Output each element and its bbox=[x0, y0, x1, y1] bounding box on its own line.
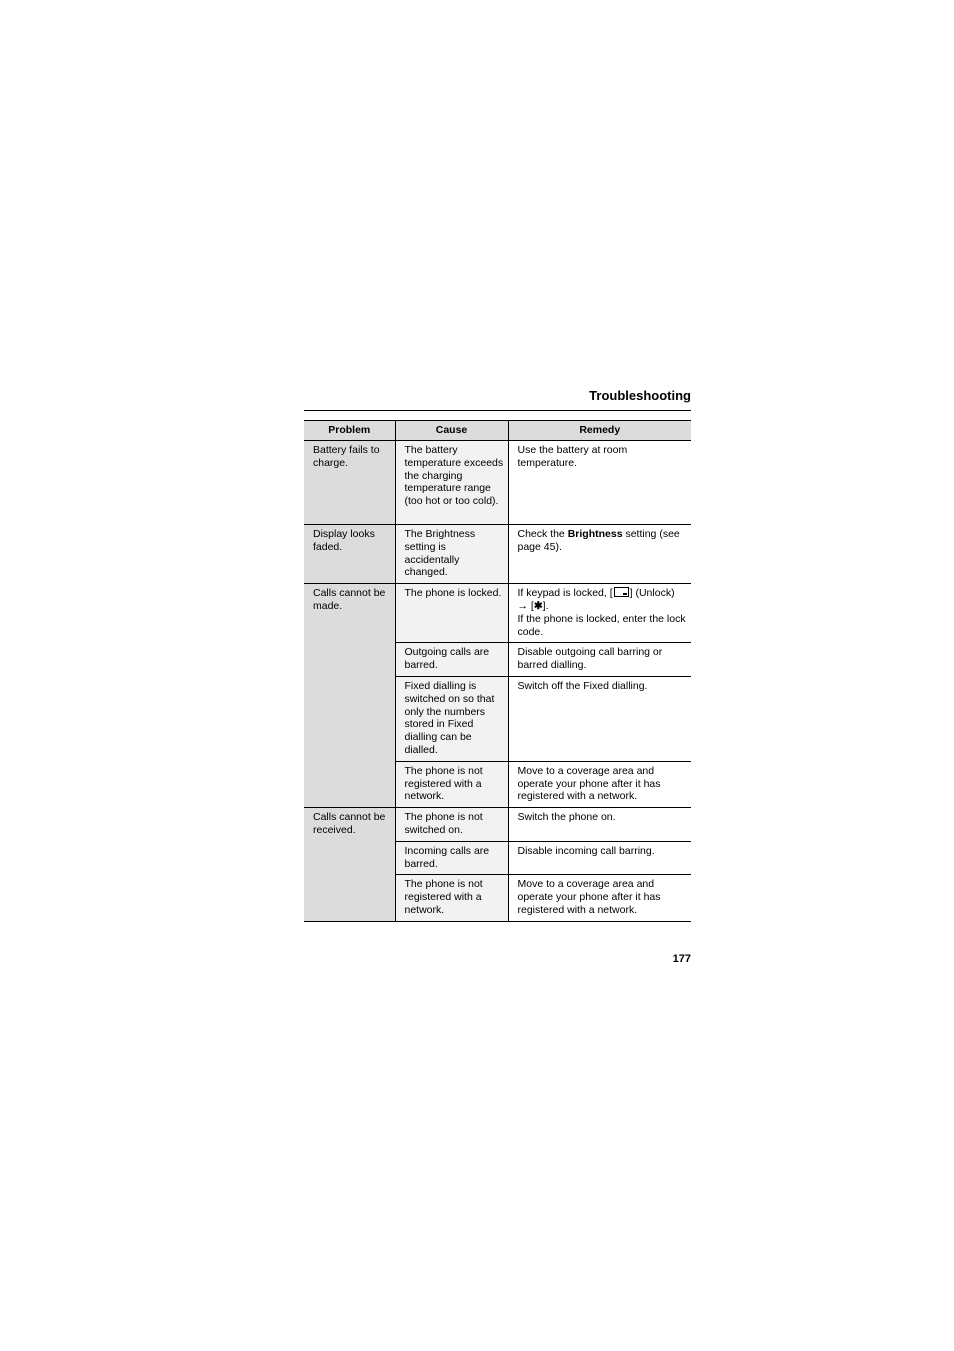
cause-cell: The battery temperature exceeds the charging temperature range (too hot or too cold). bbox=[395, 441, 508, 525]
cause-cell: Outgoing calls are barred. bbox=[395, 643, 508, 677]
table-row bbox=[304, 441, 691, 525]
remedy-cell: Use the battery at room temperature. bbox=[508, 441, 691, 525]
column-header-problem: Problem bbox=[304, 421, 395, 441]
remedy-text: Check the bbox=[517, 528, 568, 540]
problem-cell: Battery fails to charge. bbox=[304, 441, 395, 525]
remedy-text: setting (see page 45). bbox=[517, 528, 680, 553]
remedy-text: If keypad is locked, [ bbox=[517, 587, 613, 600]
cause-cell: The Brightness setting is accidentally changed. bbox=[395, 525, 508, 584]
cause-cell: The phone is locked. bbox=[395, 584, 508, 643]
star-key-icon: ✱ bbox=[533, 599, 543, 612]
remedy-cell: Disable outgoing call barring or barred dialling. bbox=[508, 643, 691, 677]
arrow-text: → [ bbox=[517, 599, 534, 612]
column-header-cause: Cause bbox=[395, 421, 508, 441]
remedy-cell: Switch the phone on. bbox=[508, 808, 691, 842]
remedy-text: ] (Unlock) bbox=[629, 587, 675, 600]
remedy-cell bbox=[508, 525, 691, 584]
cause-cell: The phone is not switched on. bbox=[395, 808, 508, 842]
cause-cell: Incoming calls are barred. bbox=[395, 841, 508, 875]
remedy-cell: Switch off the Fixed dialling. bbox=[508, 676, 691, 761]
remedy-cell bbox=[508, 584, 691, 643]
table-row bbox=[304, 584, 691, 643]
remedy-cell: Move to a coverage area and operate your phone after it has registered with a network. bbox=[508, 761, 691, 807]
table-row bbox=[304, 525, 691, 584]
remedy-text: If the phone is locked, enter the lock code. bbox=[517, 612, 686, 638]
remedy-text: ]. bbox=[542, 599, 549, 612]
brightness-term: Brightness bbox=[567, 528, 623, 540]
soft-key-icon bbox=[614, 587, 629, 597]
remedy-cell: Move to a coverage area and operate your phone after it has registered with a network. bbox=[508, 875, 691, 921]
problem-cell: Calls cannot be made. bbox=[304, 584, 395, 808]
cause-cell: Fixed dialling is switched on so that only the numbers stored in Fixed dialling can be dialled. bbox=[395, 676, 508, 761]
cause-cell: The phone is not registered with a network. bbox=[395, 761, 508, 807]
section-title: Troubleshooting bbox=[589, 388, 691, 403]
title-rule bbox=[304, 410, 691, 411]
table-header-row bbox=[304, 421, 691, 441]
remedy-cell: Disable incoming call barring. bbox=[508, 841, 691, 875]
page-number: 177 bbox=[672, 953, 691, 965]
table-row bbox=[304, 808, 691, 842]
problem-cell: Display looks faded. bbox=[304, 525, 395, 584]
column-header-remedy: Remedy bbox=[508, 421, 691, 441]
cause-cell: The phone is not registered with a network. bbox=[395, 875, 508, 921]
troubleshooting-table bbox=[304, 420, 691, 922]
problem-cell: Calls cannot be received. bbox=[304, 808, 395, 922]
